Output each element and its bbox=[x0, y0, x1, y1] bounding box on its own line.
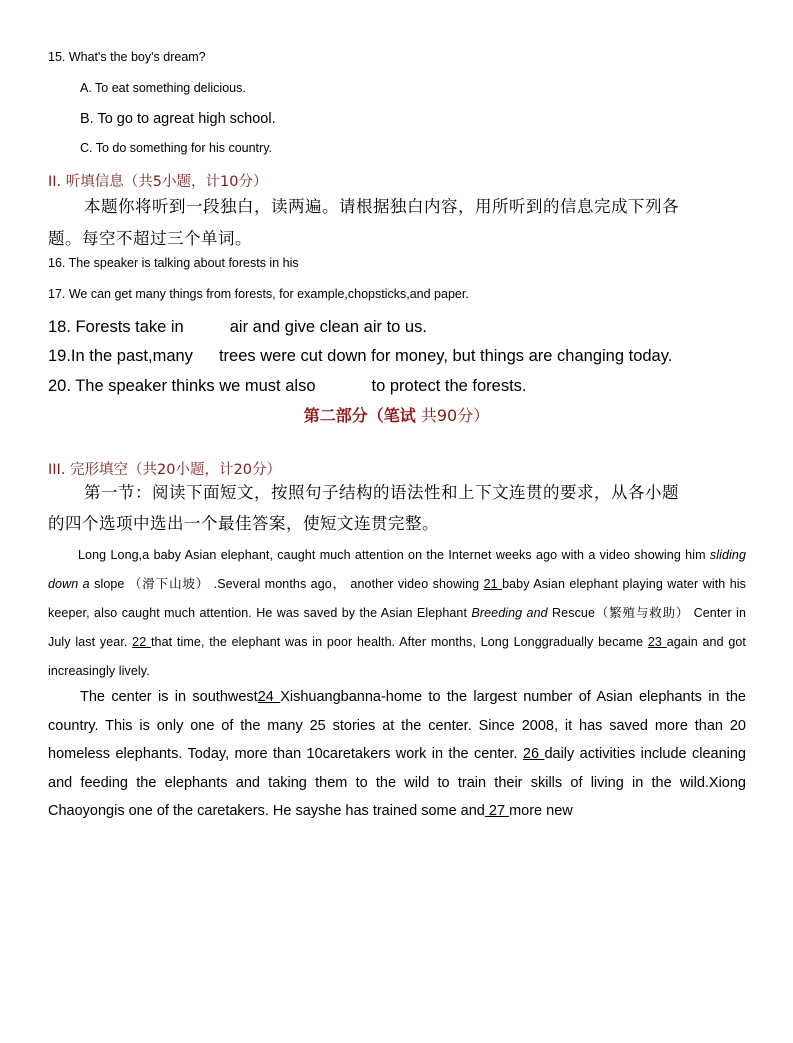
passage1-italic-2: Breeding and bbox=[471, 606, 548, 620]
passage2-text-3: daily activities include cleaning and feeding the elephants and taking them to the wild to train their skills of living in the wild.Xiong Chaoyongis one of the caretakers. He sayshe has trained some and bbox=[48, 746, 746, 819]
passage1-text-1: Long Long,a baby Asian elephant, caught much attention on the Internet weeks ago with a video showing him bbox=[78, 548, 710, 562]
passage1-text-6: again and got increasingly lively. bbox=[48, 635, 746, 678]
passage1-text-2: slope （滑下山坡） .Several months ago， another video showing bbox=[89, 577, 484, 591]
passage2-text-4: more new bbox=[509, 803, 573, 819]
question-19 bbox=[48, 347, 672, 366]
section-2-title: II. 听填信息（共5小题，计10分） bbox=[48, 174, 268, 190]
question-15-option-a: A. To eat something delicious. bbox=[80, 81, 246, 95]
question-16: 16. The speaker is talking about forests in his bbox=[48, 256, 299, 270]
blank-22: 22 bbox=[132, 635, 151, 649]
blank-27: 27 bbox=[484, 803, 510, 819]
cloze-passage-paragraph-1 bbox=[48, 541, 746, 686]
section-3-instruction-line-2: 的四个选项中选出一个最佳答案，使短文连贯完整。 bbox=[48, 514, 439, 533]
part-two-title-rest: 共90分） bbox=[415, 406, 490, 425]
question-20 bbox=[48, 377, 527, 396]
question-19-part-1: 19.In the past,many bbox=[48, 347, 193, 365]
passage1-text-5: that time, the elephant was in poor health. After months, Long Longgradually became bbox=[150, 635, 648, 649]
question-15-option-b: B. To go to agreat high school. bbox=[80, 111, 276, 127]
blank-24: 24 bbox=[257, 689, 281, 705]
question-20-part-2: to protect the forests. bbox=[371, 377, 527, 395]
blank-21: 21 bbox=[483, 577, 503, 591]
passage1-italic-1: sliding down a bbox=[48, 548, 746, 591]
question-18 bbox=[48, 318, 427, 337]
question-17: 17. We can get many things from forests, for example,chopsticks,and paper. bbox=[48, 287, 469, 301]
section-3-title: III. 完形填空（共20小题，计20分） bbox=[48, 462, 281, 478]
passage1-text-4: Rescue（繁殖与救助） Center in July last year. bbox=[48, 606, 746, 649]
blank-23: 23 bbox=[647, 635, 667, 649]
passage2-text-2: Xishuangbanna-home to the largest number of Asian elephants in the country. This is only one of the many 25 stories at the center. Since 2008, it has saved more than 20 homeless elephants. Today, more than 10caretakers work in the center. bbox=[48, 689, 746, 762]
question-18-part-2: air and give clean air to us. bbox=[229, 318, 427, 336]
passage2-text-1: The center is in southwest bbox=[80, 689, 258, 705]
section-2-instruction-line-2: 题。每空不超过三个单词。 bbox=[48, 229, 252, 248]
cloze-passage-paragraph-2 bbox=[48, 683, 746, 826]
question-19-part-2: trees were cut down for money, but things are changing today. bbox=[218, 347, 673, 365]
blank-26: 26 bbox=[522, 746, 545, 762]
section-2-instruction-line-1: 本题你将听到一段独白，读两遍。请根据独白内容，用所听到的信息完成下列各 bbox=[84, 197, 679, 216]
question-15-option-c: C. To do something for his country. bbox=[80, 141, 272, 155]
part-two-title bbox=[0, 403, 793, 426]
question-15-stem: 15. What's the boy's dream? bbox=[48, 50, 206, 64]
passage1-text-3: baby Asian elephant playing water with his keeper, also caught much attention. He was saved by the Asian Elephant bbox=[48, 577, 746, 620]
question-20-part-1: 20. The speaker thinks we must also bbox=[48, 377, 316, 395]
part-two-title-bold: 第二部分（笔试 bbox=[303, 406, 416, 425]
question-18-part-1: 18. Forests take in bbox=[48, 318, 184, 336]
section-3-instruction-line-1: 第一节：阅读下面短文，按照句子结构的语法性和上下文连贯的要求，从各小题 bbox=[84, 483, 679, 502]
